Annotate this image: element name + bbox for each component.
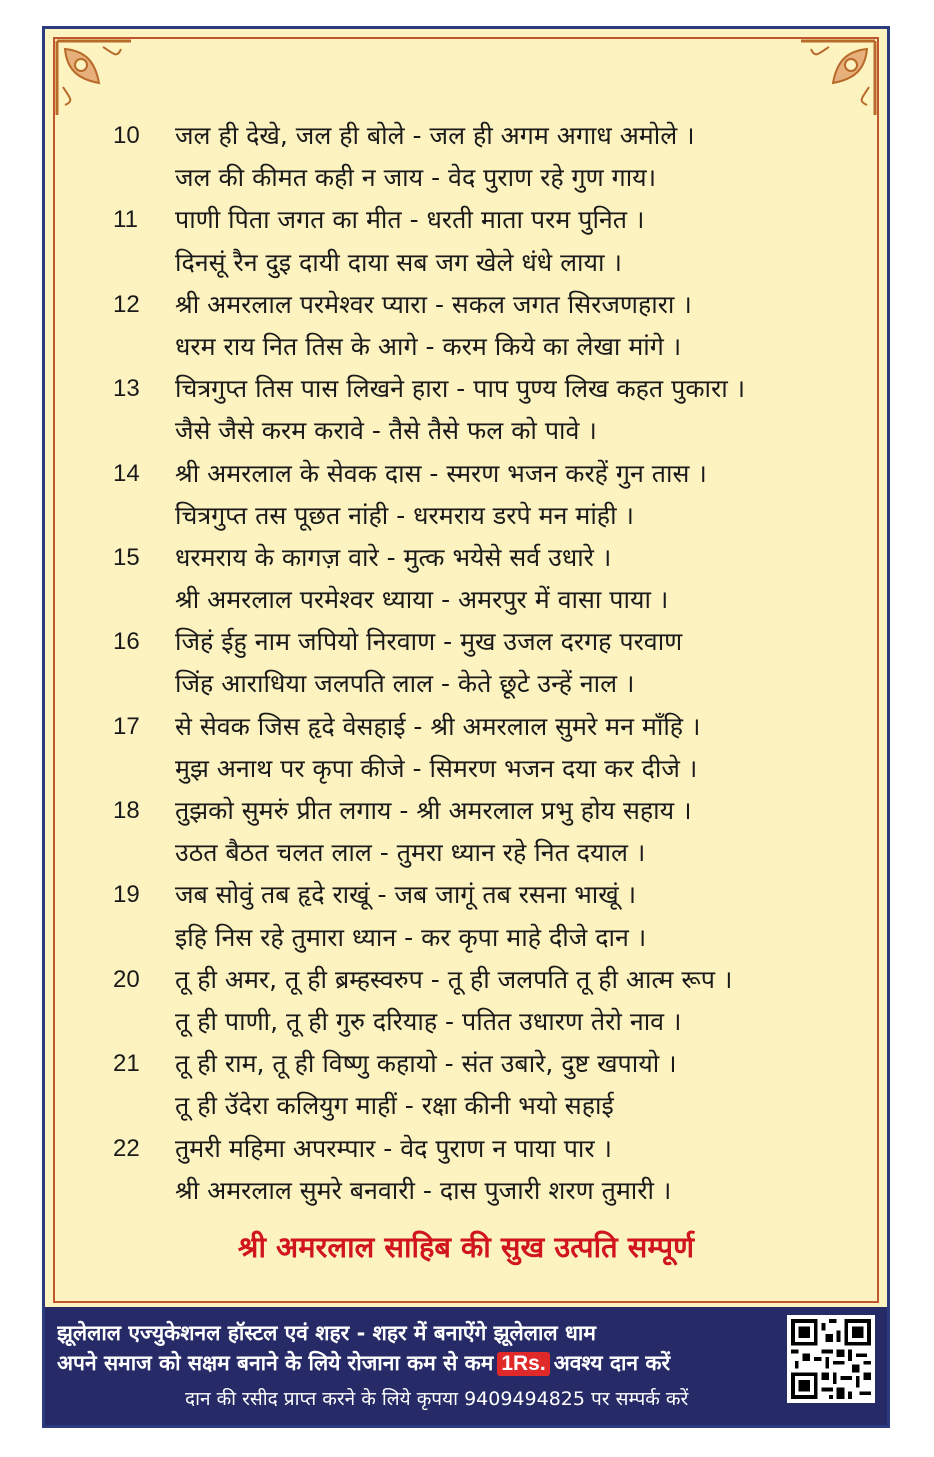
verse-line: मुझ अनाथ पर कृपा कीजे - सिमरण भजन दया कर दीजे । xyxy=(175,753,698,783)
verse-number: 22 xyxy=(113,1134,140,1162)
closing-title: श्री अमरलाल साहिब की सुख उत्पति सम्पूर्ण xyxy=(237,1230,695,1264)
verse xyxy=(113,284,813,368)
verse-line: उठत बैठत चलत लाल - तुमरा ध्यान रहे नित दयाल । xyxy=(175,838,646,868)
verse-line: इहि निस रहे तुमारा ध्यान - कर कृपा माहे दीजे दान । xyxy=(175,922,647,952)
verse-line: जल की कीमत कही न जाय - वेद पुराण रहे गुण गाय। xyxy=(175,163,657,193)
verse xyxy=(113,199,813,283)
qr-code-icon[interactable] xyxy=(787,1315,875,1403)
page-frame xyxy=(42,26,890,1428)
verse-line: पाणी पिता जगत का मीत - धरती माता परम पुनित । xyxy=(175,205,645,235)
verse-number: 12 xyxy=(113,290,140,318)
verse-line: श्री अमरलाल परमेश्वर प्यारा - सकल जगत सिरजणहारा । xyxy=(175,289,692,319)
verse-line: तुमरी महिमा अपरम्पार - वेद पुराण न पाया पार । xyxy=(175,1133,613,1163)
verse-line: से सेवक जिस हृदे वेसहाई - श्री अमरलाल सुमरे मन माँहि । xyxy=(175,711,701,741)
verse-line: तू ही पाणी, तू ही गुरु दरियाह - पतित उधारण तेरो नाव । xyxy=(175,1006,682,1036)
verse xyxy=(113,621,813,705)
verse xyxy=(113,453,813,537)
verse-line: धरमराय के कागज़ वारे - मुत्क भयेसे सर्व उधारे । xyxy=(175,542,612,572)
verse-number: 19 xyxy=(113,881,140,909)
verse-number: 17 xyxy=(113,712,140,740)
footer-appeal xyxy=(57,1349,797,1377)
verse-line: तुझको सुमरुं प्रीत लगाय - श्री अमरलाल प्रभु होय सहाय । xyxy=(175,796,692,825)
verse-line: श्री अमरलाल सुमरे बनवारी - दास पुजारी शरण तुमारी । xyxy=(175,1175,672,1205)
footer-banner xyxy=(45,1307,887,1425)
verse-line: तू ही उ‍ॅदेरा कलियुग माहीं - रक्षा कीनी भयो सहाई xyxy=(175,1091,614,1121)
verse xyxy=(113,1128,813,1212)
verse-line: तू ही राम, तू ही विष्णु कहायो - संत उबारे, दुष्ट खपायो । xyxy=(175,1049,677,1079)
verse-number: 20 xyxy=(113,965,140,993)
verse-number: 13 xyxy=(113,375,140,403)
verse-line: जब सोवुं तब हृदे राखूं - जब जागूं तब रसना भाखूं । xyxy=(175,880,637,910)
verse-number: 15 xyxy=(113,543,140,571)
verse-number: 18 xyxy=(113,797,140,824)
verse xyxy=(113,1043,813,1127)
verse-line: जल ही देखे, जल ही बोले - जल ही अगम अगाध अमोले । xyxy=(175,121,695,150)
verse xyxy=(113,706,813,790)
verse-line: श्री अमरलाल परमेश्वर ध्याया - अमरपुर में वासा पाया । xyxy=(175,585,669,615)
footer-headline: झूलेलाल एज्युकेशनल हॉस्टल एवं शहर - शहर में बनाऐंगे झूलेलाल धाम xyxy=(57,1321,596,1345)
verse xyxy=(113,368,813,452)
footer-appeal-text-end: अवश्य दान करें xyxy=(553,1351,671,1375)
corner-ornament-icon xyxy=(799,39,877,117)
verse-number: 11 xyxy=(113,206,138,234)
verse xyxy=(113,115,813,199)
verse-list xyxy=(113,115,813,1212)
verse-number: 21 xyxy=(113,1050,140,1078)
footer-appeal-text: अपने समाज को सक्षम बनाने के लिये रोजाना कम से कम xyxy=(57,1351,494,1375)
footer-contact: दान की रसीद प्राप्त करने के लिये कृपया 9409494825 पर सम्पर्क करें xyxy=(185,1388,689,1410)
verse xyxy=(113,874,813,958)
amount-badge: 1Rs. xyxy=(497,1352,549,1376)
verse-line: दिनसूं रैन दुइ दायी दाया सब जग खेले धंधे लाया । xyxy=(175,247,622,277)
verse-number: 16 xyxy=(113,628,140,656)
verse xyxy=(113,537,813,621)
verse-number: 14 xyxy=(113,459,140,487)
verse-line: श्री अमरलाल के सेवक दास - स्मरण भजन करहें गुन तास । xyxy=(175,458,707,488)
verse-line: चित्रगुप्त तिस पास लिखने हारा - पाप पुण्य लिख कहत पुकारा । xyxy=(175,374,746,404)
verse-line: जिहं ईहु नाम जपियो निरवाण - मुख उजल दरगह परवाण xyxy=(175,627,683,657)
verse-line: धरम राय नित तिस के आगे - करम किये का लेखा मांगे । xyxy=(175,331,682,361)
verse-number: 10 xyxy=(113,122,140,149)
corner-ornament-icon xyxy=(55,39,133,117)
verse xyxy=(113,959,813,1043)
verse-line: चित्रगुप्त तस पूछत नांही - धरमराय डरपे मन मांही । xyxy=(175,500,634,530)
verse xyxy=(113,790,813,874)
verse-line: जैसे जैसे करम करावे - तैसे तैसे फल को पावे । xyxy=(175,416,597,446)
verse-line: तू ही अमर, तू ही ब्रम्हस्वरुप - तू ही जलपति तू ही आत्म रूप । xyxy=(175,964,733,994)
verse-line: जिंह आराधिया जलपति लाल - केते छूटे उन्हें नाल । xyxy=(175,669,635,699)
